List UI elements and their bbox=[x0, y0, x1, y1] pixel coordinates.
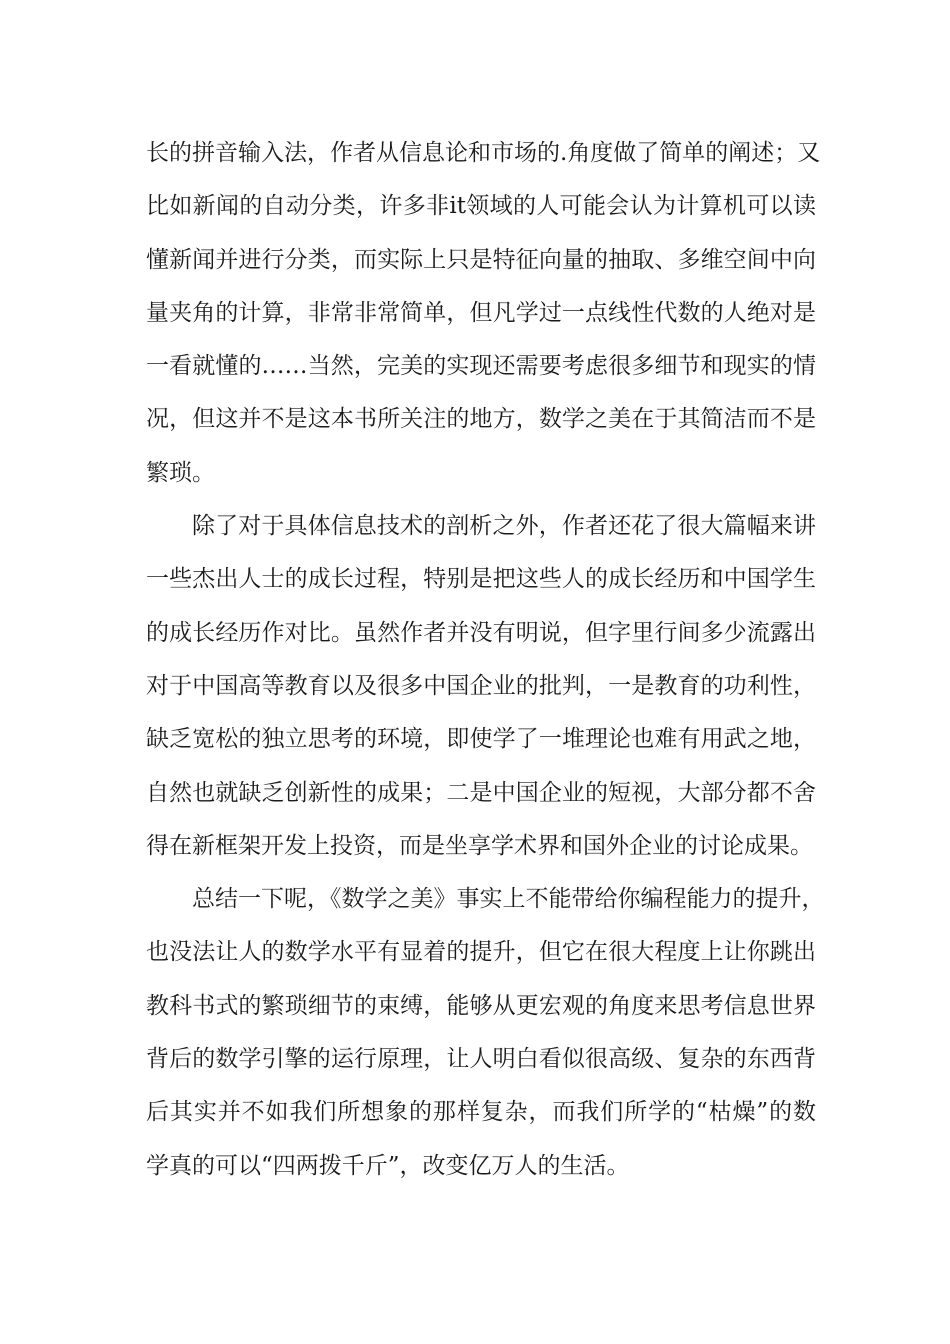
text-line: 繁琐。 bbox=[146, 459, 215, 486]
body-text bbox=[146, 127, 825, 1193]
paragraph-3 bbox=[146, 873, 825, 1193]
text-line: 对于中国高等教育以及很多中国企业的批判，一是教育的功利性， bbox=[146, 672, 816, 699]
text-line: 比如新闻的自动分类，许多非it领域的人可能会认为计算机可以读 bbox=[146, 193, 816, 220]
text-line: 况，但这并不是这本书所关注的地方，数学之美在于其简洁而不是 bbox=[146, 406, 816, 433]
text-line: 自然也就缺乏创新性的成果；二是中国企业的短视，大部分都不舍 bbox=[146, 779, 816, 806]
text-line: 长的拼音输入法，作者从信息论和市场的.角度做了简单的阐述；又 bbox=[146, 140, 821, 166]
paragraph-1 bbox=[146, 127, 821, 500]
text-line: 量夹角的计算，非常非常简单，但凡学过一点线性代数的人绝对是 bbox=[146, 299, 816, 326]
text-line: 一些杰出人士的成长过程，特别是把这些人的成长经历和中国学生 bbox=[146, 566, 816, 593]
text-line: 教科书式的繁琐细节的束缚，能够从更宏观的角度来思考信息世界 bbox=[146, 992, 816, 1019]
text-line: 除了对于具体信息技术的剖析之外，作者还花了很大篇幅来讲 bbox=[192, 513, 816, 540]
paragraph-2 bbox=[146, 500, 816, 873]
text-line: 后其实并不如我们所想象的那样复杂，而我们所学的“枯燥”的数 bbox=[146, 1099, 816, 1126]
text-line: 也没法让人的数学水平有显着的提升，但它在很大程度上让你跳出 bbox=[146, 939, 816, 966]
text-line: 学真的可以“四两拨千斤”，改变亿万人的生活。 bbox=[146, 1152, 630, 1179]
text-line: 总结一下呢，《数学之美》事实上不能带给你编程能力的提升， bbox=[192, 886, 825, 913]
text-line: 的成长经历作对比。虽然作者并没有明说，但字里行间多少流露出 bbox=[146, 619, 816, 646]
text-line: 一看就懂的……当然，完美的实现还需要考虑很多细节和现实的情 bbox=[146, 353, 816, 380]
text-line: 背后的数学引擎的运行原理，让人明白看似很高级、复杂的东西背 bbox=[146, 1046, 816, 1073]
text-line: 缺乏宽松的独立思考的环境，即使学了一堆理论也难有用武之地， bbox=[146, 726, 816, 753]
text-line: 得在新框架开发上投资，而是坐享学术界和国外企业的讨论成果。 bbox=[146, 832, 813, 859]
text-line: 懂新闻并进行分类，而实际上只是特征向量的抽取、多维空间中向 bbox=[146, 246, 816, 273]
